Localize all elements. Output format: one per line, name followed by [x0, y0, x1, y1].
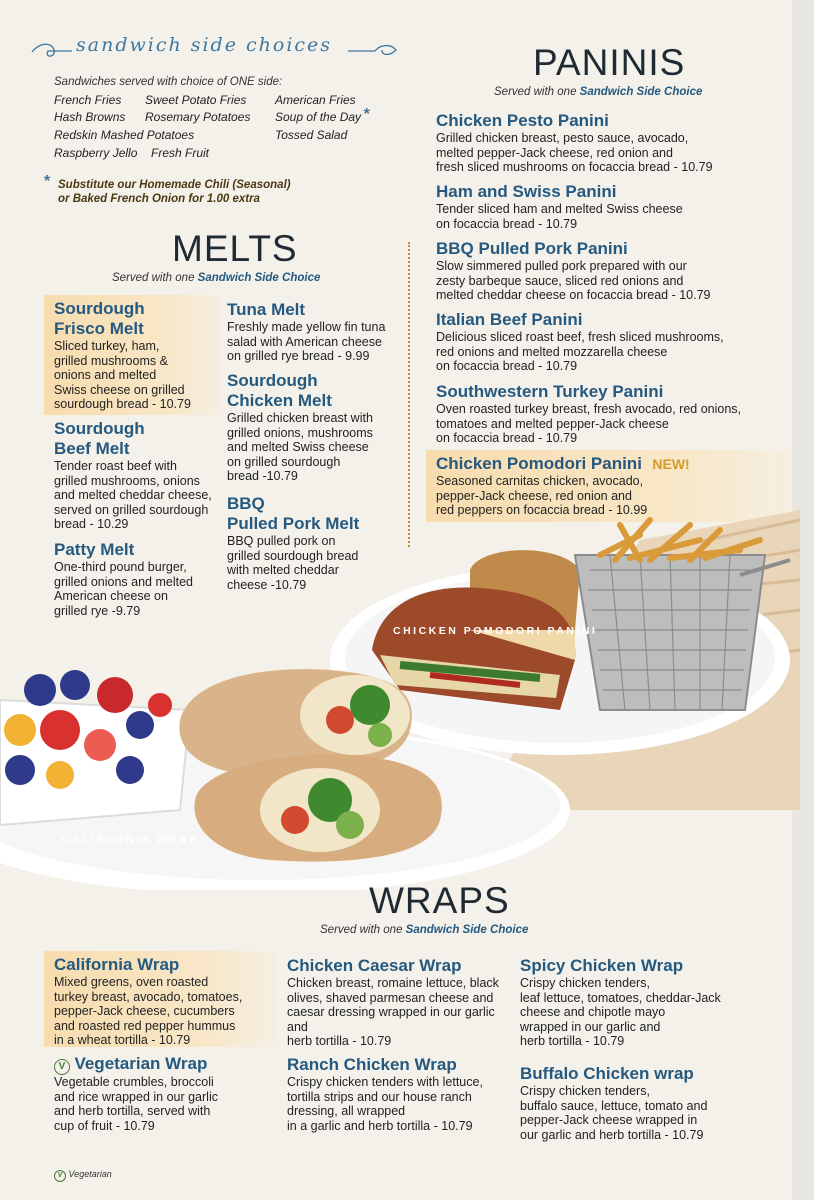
photo-label-panini: CHICKEN POMODORI PANINI — [393, 625, 598, 637]
side-item: Soup of the Day — [275, 110, 362, 124]
melts-title: MELTS — [172, 228, 298, 269]
photo-label-wrap: CALIFORNIA WRAP — [62, 834, 199, 846]
side-item: Tossed Salad — [275, 128, 348, 142]
side-choices-intro: Sandwiches served with choice of ONE side: — [54, 76, 283, 88]
panini-item: Italian Beef Panini Delicious sliced roast beef, fresh sliced mushrooms, red onions and melted mozzarella cheese on focaccia bread - 10.79 — [436, 310, 724, 373]
melt-item: BBQ Pulled Pork Melt BBQ pulled pork on grilled sourdough bread with melted cheddar cheese -10.79 — [227, 494, 360, 592]
wrap-item: V Vegetarian Wrap Vegetable crumbles, broccoli and rice wrapped in our garlic and herb tortilla, served with cup of fruit - 10.79 — [54, 1054, 218, 1133]
asterisk-mark: * — [44, 173, 51, 190]
panini-item: Southwestern Turkey Panini Oven roasted turkey breast, fresh avocado, red onions, tomatoes and melted pepper-Jack cheese on focaccia bread - 10.79 — [436, 382, 742, 445]
wraps-title: WRAPS — [369, 880, 510, 921]
wrap-item: Chicken Caesar Wrap Chicken breast, romaine lettuce, black olives, shaved parmesan cheese and caesar dressing wrapped in our garlic and herb tortilla - 10.79 — [287, 956, 499, 1048]
wrap-bottom — [194, 754, 441, 861]
vegetarian-legend: V Vegetarian — [54, 1169, 112, 1182]
asterisk-mark: * — [363, 106, 370, 123]
side-choices-title: sandwich side choices — [76, 34, 333, 56]
wrap-item: Buffalo Chicken wrap Crispy chicken tenders, buffalo sauce, lettuce, tomato and pepper-Jack cheese wrapped in our garlic and herb tortilla - 10.79 — [520, 1064, 708, 1142]
side-item: Rosemary Potatoes — [145, 110, 251, 124]
vegetarian-icon: V — [54, 1170, 66, 1182]
side-choices-section — [30, 30, 410, 210]
side-item: Hash Browns — [54, 110, 126, 124]
melt-item: Tuna Melt Freshly made yellow fin tuna salad with American cheese on grilled rye bread - 9.99 — [227, 300, 386, 363]
new-badge: NEW! — [652, 456, 690, 472]
side-item: French Fries — [54, 93, 122, 107]
paninis-subtitle: Served with one Sandwich Side Choice — [494, 86, 703, 98]
melt-item: Sourdough Chicken Melt Grilled chicken breast with grilled onions, mushrooms and melted Swiss cheese on grilled sourdough bread -10.79 — [227, 371, 373, 483]
melt-item: Patty Melt One-third pound burger, grilled onions and melted American cheese on grilled rye -9.79 — [54, 540, 193, 618]
wrap-item: Ranch Chicken Wrap Crispy chicken tenders with lettuce, tortilla strips and our house ranch dressing, all wrapped in a garlic and herb tortilla - 10.79 — [287, 1055, 483, 1133]
wraps-subtitle: Served with one Sandwich Side Choice — [320, 924, 529, 936]
fruit-bowl — [0, 670, 190, 825]
melt-item: Sourdough Beef Melt Tender roast beef with grilled mushrooms, onions and melted cheddar cheese, served on grilled sourdough bread - 10.29 — [54, 419, 212, 531]
panini-item: BBQ Pulled Pork Panini Slow simmered pulled pork prepared with our zesty barbeque sauce, sliced red onions and melted cheddar cheese on focaccia bread - 10.79 — [436, 239, 711, 302]
side-item: American Fries — [275, 93, 356, 107]
melts-subtitle: Served with one Sandwich Side Choice — [112, 272, 321, 284]
side-item: Fresh Fruit — [151, 146, 210, 160]
food-photo — [0, 480, 800, 890]
panini-item: Chicken Pesto Panini Grilled chicken breast, pesto sauce, avocado, melted pepper-Jack cheese, red onion and fresh sliced mushrooms on focaccia bread - 10.79 — [436, 111, 713, 174]
substitute-note: Substitute our Homemade Chili (Seasonal) or Baked French Onion for 1.00 extra — [58, 179, 291, 205]
melt-item-featured: Sourdough Frisco Melt Sliced turkey, ham, grilled mushrooms & onions and melted Swiss cheese on grilled sourdough bread - 10.79 — [44, 295, 222, 415]
wrap-item: Spicy Chicken Wrap Crispy chicken tenders, leaf lettuce, tomatoes, cheddar-Jack cheese and chipotle mayo wrapped in our garlic and herb tortilla - 10.79 — [520, 956, 721, 1048]
side-item: Redskin Mashed Potatoes — [54, 128, 195, 142]
side-item: Sweet Potato Fries — [145, 93, 247, 107]
paninis-title: PANINIS — [533, 42, 686, 83]
vegetarian-icon: V — [54, 1059, 70, 1075]
panini-item-featured: Chicken Pomodori Panini NEW! Seasoned carnitas chicken, avocado, pepper-Jack cheese, red onion and red peppers on focaccia bread - 10.99 — [426, 450, 794, 522]
side-item: Raspberry Jello — [54, 146, 138, 160]
panini-item: Ham and Swiss Panini Tender sliced ham and melted Swiss cheese on focaccia bread - 10.79 — [436, 182, 683, 231]
wrap-item-featured: California Wrap Mixed greens, oven roasted turkey breast, avocado, tomatoes, pepper-Jack cheese, cucumbers and roasted red pepper hummus in a wheat tortilla - 10.79 — [44, 951, 276, 1047]
